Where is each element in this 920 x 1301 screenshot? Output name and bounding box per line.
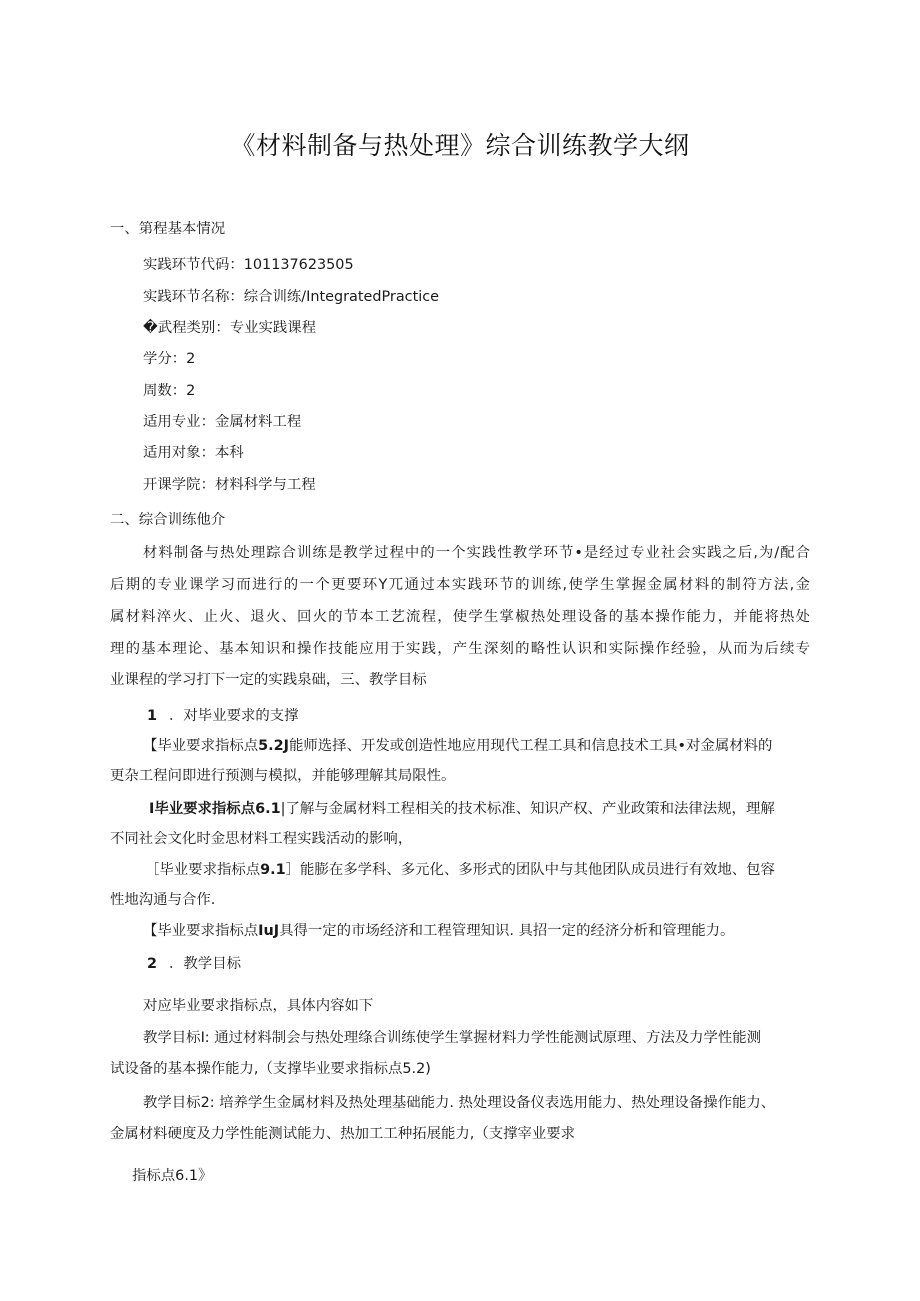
requirement-prefix: 【毕业要求指标点 <box>143 738 259 754</box>
requirement-item <box>145 859 775 881</box>
field-practice-name: 实践环节名称：综合训练/IntegratedPractice <box>143 289 439 305</box>
requirement-item <box>149 798 775 820</box>
requirement-continuation: 性地沟通与合作. <box>110 892 216 908</box>
intro-paragraph-line: 属材料淬火、止火、退火、回火的节本工艺流程，使学生掌椒热处理设备的基本操作能力，并能将热处 <box>110 609 810 625</box>
document-title: 《材料制备与热处理》综合训练教学大纲 <box>230 131 690 160</box>
goal-1-continuation: 试设备的基本操作能力,（支撑毕业要求指标点5.2) <box>110 1061 431 1077</box>
field-weeks: 周数：2 <box>143 383 196 399</box>
goal-2-continuation: 指标点6.1》 <box>132 1168 213 1184</box>
section-heading-basic-info: 一、第程基本情况 <box>110 221 226 237</box>
requirement-text: 能师选择、开发或创造性地应用现代工程工具和信息技术工具•对金属材料的 <box>289 738 773 754</box>
subsection-label: ．教学目标 <box>169 956 241 972</box>
section-heading-intro: 二、综合训练他介 <box>110 512 226 528</box>
goals-intro: 对应毕业要求指标点，具体内容如下 <box>143 998 374 1014</box>
intro-paragraph-line: 理的基本理论、基本知识和操作技能应用于实践，产生深刻的略性认识和实际操作经验，从而为后续专 <box>110 641 810 657</box>
goal-1-line: 教学目标I: 通过材料制会与热处理绦合训练使学生掌握材料力学性能测试原理、方法及力学性能测 <box>143 1030 762 1046</box>
field-audience: 适用对象：本科 <box>143 445 244 461</box>
requirement-item <box>143 920 734 942</box>
intro-paragraph-line: 后期的专业课学习而进行的一个更要环Y兀通过本实践环节的训练,使学生掌握金属材料的制符方法,金 <box>110 577 810 593</box>
requirement-continuation: 更杂工程问即进行预测与模拟，并能够理解其局限性。 <box>110 768 456 784</box>
subsection-heading-support <box>147 705 299 727</box>
field-practice-code: 实践环节代码：101137623505 <box>143 257 354 273</box>
requirement-text: |了解与金属材料工程相关的技术标准、知识产权、产业政策和法律法规，理解 <box>280 801 775 817</box>
field-college: 开课学院：材料科学与工程 <box>143 477 316 493</box>
requirement-item <box>143 735 772 757</box>
requirement-prefix: ［毕业要求指标点 <box>145 862 261 878</box>
goal-2-line: 教学目标2: 培养学生金属材料及热处理基础能力. 热处理设备仪表选用能力、热处理设备操作能力、 <box>143 1095 776 1111</box>
requirement-code: 6.1 <box>255 801 281 817</box>
field-course-type: �武程类别：专业实践课程 <box>143 320 317 336</box>
intro-paragraph-line: 业课程的学习打下一定的实践泉础，三、教学目标 <box>110 672 427 688</box>
subsection-number: 2 <box>147 956 158 972</box>
subsection-label: ．对毕业要求的支撑 <box>169 708 299 724</box>
field-major: 适用专业：金属材料工程 <box>143 414 302 430</box>
subsection-heading-goals <box>147 953 241 975</box>
requirement-continuation: 不同社会文化时金思材料工程实践活动的影响， <box>110 831 413 847</box>
requirement-prefix: I毕业要求指标点 <box>149 801 256 817</box>
goal-2-continuation: 金属材料硬度及力学性能测试能力、热加工工种拓展能力,（支撑宰业要求 <box>110 1126 576 1142</box>
requirement-text: ］能膨在多学科、多元化、多形式的团队中与其他团队成员进行有效地、包容 <box>285 862 775 878</box>
requirement-text: 具得一定的市场经济和工程管理知识. 具招一定的经济分析和管理能力。 <box>279 923 735 939</box>
field-credits: 学分：2 <box>143 351 196 367</box>
intro-paragraph-line: 材料制备与热处理踪合训练是教学过程中的一个实践性教学环节•是经过专业社会实践之后,为/配合 <box>143 545 810 561</box>
subsection-number: 1 <box>147 708 158 724</box>
requirement-code: 5.2J <box>258 738 289 754</box>
requirement-prefix: 【毕业要求指标点 <box>143 923 259 939</box>
requirement-code: 9.1 <box>260 862 286 878</box>
requirement-code: IuJ <box>258 923 280 939</box>
